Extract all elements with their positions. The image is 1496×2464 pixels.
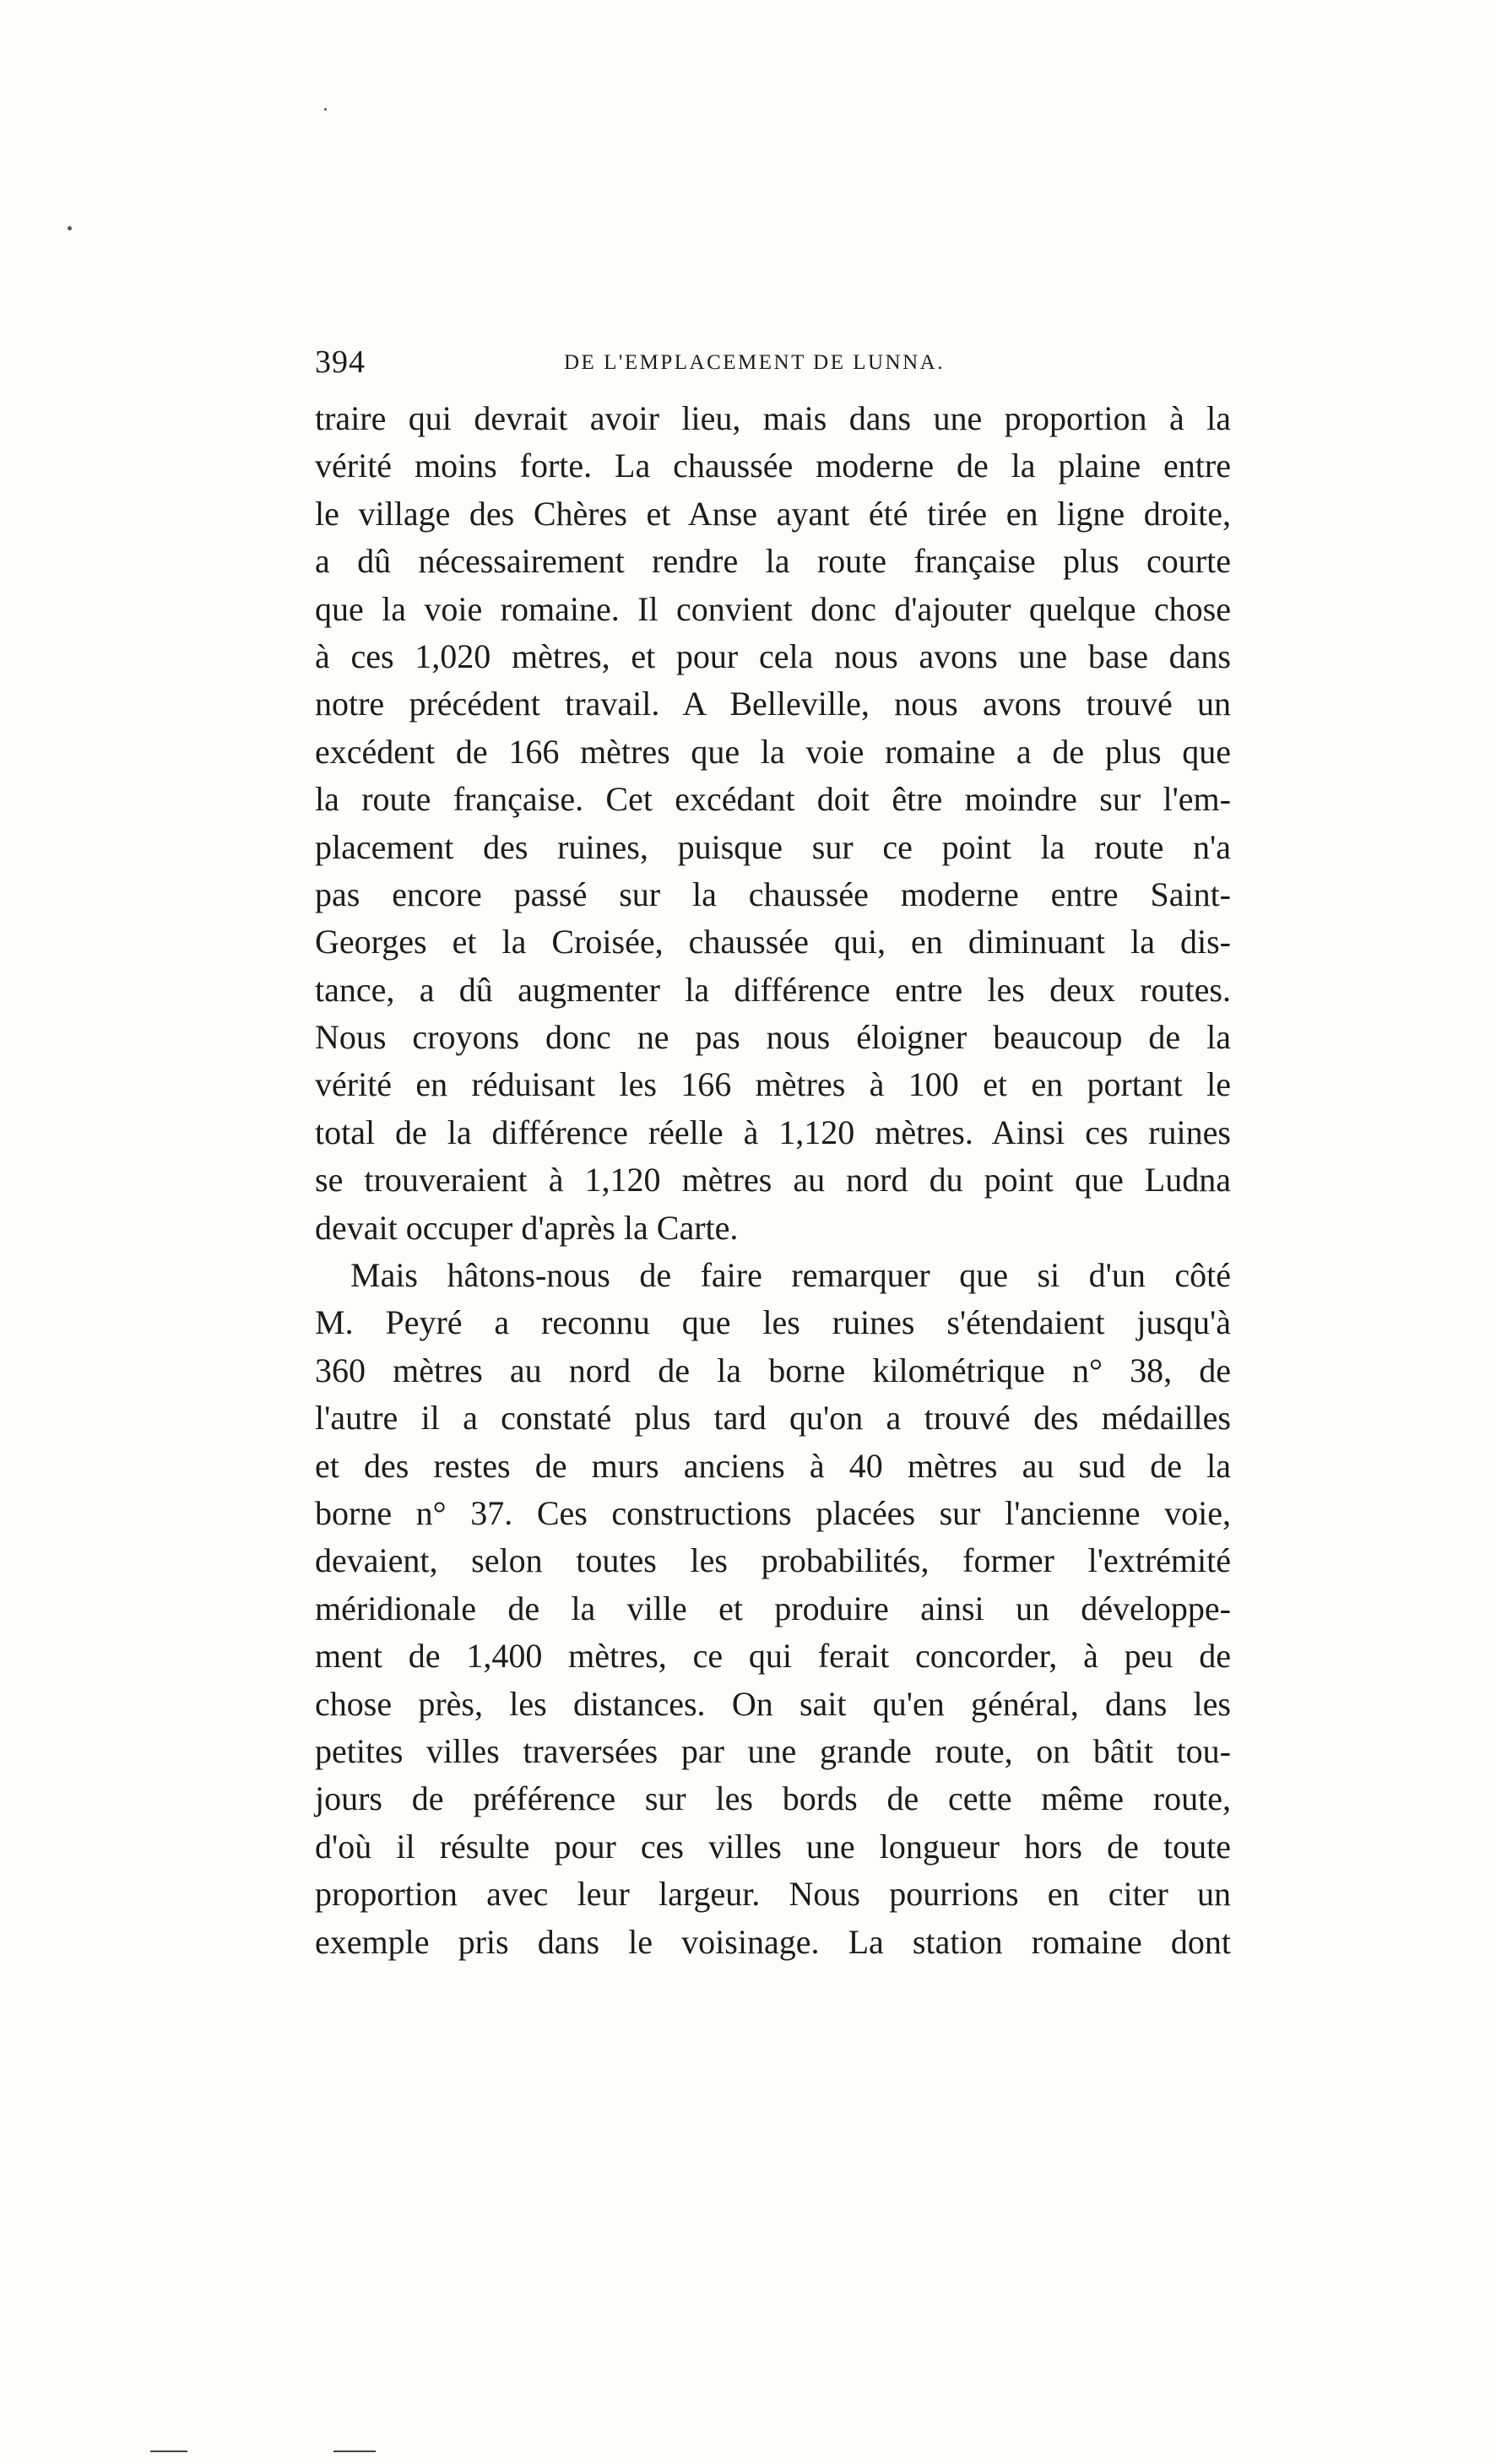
text-line: l'autre il a constaté plus tard qu'on a trouvé des médailles	[315, 1399, 1231, 1438]
text-line: le village des Chères et Anse ayant été tirée en ligne droite,	[315, 494, 1231, 533]
text-line: traire qui devrait avoir lieu, mais dans une proportion à la	[315, 399, 1231, 437]
text-line: proportion avec leur largeur. Nous pourrions en citer un	[315, 1875, 1231, 1914]
body-text	[315, 395, 1231, 1966]
text-line: tance, a dû augmenter la différence entre les deux routes.	[315, 970, 1231, 1009]
text-line: placement des ruines, puisque sur ce point la route n'a	[315, 827, 1231, 866]
text-line: pas encore passé sur la chaussée moderne entre Saint-	[315, 875, 1231, 913]
text-line: excédent de 166 mètres que la voie romaine a de plus que	[315, 732, 1231, 771]
text-line-paragraph-end: devait occuper d'après la Carte.	[315, 1208, 739, 1247]
footer-rule-left	[150, 2450, 187, 2452]
paper-speck	[324, 108, 327, 111]
text-line: exemple pris dans le voisinage. La station romaine dont	[315, 1922, 1231, 1961]
paper-speck	[68, 226, 72, 230]
text-line: Nous croyons donc ne pas nous éloigner beaucoup de la	[315, 1018, 1231, 1057]
footer-rule-right	[333, 2450, 376, 2452]
text-line: devaient, selon toutes les probabilités, former l'extrémité	[315, 1541, 1231, 1580]
text-line: notre précédent travail. A Belleville, nous avons trouvé un	[315, 685, 1231, 723]
text-line: d'où il résulte pour ces villes une longueur hors de toute	[315, 1827, 1231, 1866]
text-line: vérité en réduisant les 166 mètres à 100 et en portant le	[315, 1065, 1231, 1104]
page-number: 394	[315, 344, 366, 380]
text-line: ment de 1,400 mètres, ce qui ferait concorder, à peu de	[315, 1637, 1231, 1676]
text-line: Georges et la Croisée, chaussée qui, en diminuant la dis-	[315, 923, 1231, 961]
text-line: 360 mètres au nord de la borne kilométrique n° 38, de	[315, 1351, 1231, 1389]
text-line: se trouveraient à 1,120 mètres au nord du point que Ludna	[315, 1161, 1231, 1200]
text-line: vérité moins forte. La chaussée moderne de la plaine entre	[315, 447, 1231, 485]
text-line: que la voie romaine. Il convient donc d'ajouter quelque chose	[315, 589, 1231, 628]
text-line: total de la différence réelle à 1,120 mètres. Ainsi ces ruines	[315, 1113, 1231, 1151]
text-line: méridionale de la ville et produire ainsi un développe-	[315, 1589, 1231, 1627]
text-line: petites villes traversées par une grande route, on bâtit tou-	[315, 1731, 1231, 1770]
text-line: borne n° 37. Ces constructions placées sur l'ancienne voie,	[315, 1493, 1231, 1532]
text-line: la route française. Cet excédant doit être moindre sur l'em-	[315, 780, 1231, 819]
text-line: M. Peyré a reconnu que les ruines s'étendaient jusqu'à	[315, 1303, 1231, 1342]
page-header	[315, 341, 1231, 383]
text-line: à ces 1,020 mètres, et pour cela nous avons une base dans	[315, 636, 1231, 675]
running-title: DE L'EMPLACEMENT DE LUNNA.	[564, 351, 945, 374]
text-line-paragraph-start: Mais hâtons-nous de faire remarquer que si d'un côté	[350, 1256, 1231, 1295]
text-line: chose près, les distances. On sait qu'en général, dans les	[315, 1684, 1231, 1723]
text-line: jours de préférence sur les bords de cette même route,	[315, 1779, 1231, 1818]
text-line: a dû nécessairement rendre la route française plus courte	[315, 542, 1231, 581]
text-line: et des restes de murs anciens à 40 mètres au sud de la	[315, 1446, 1231, 1485]
